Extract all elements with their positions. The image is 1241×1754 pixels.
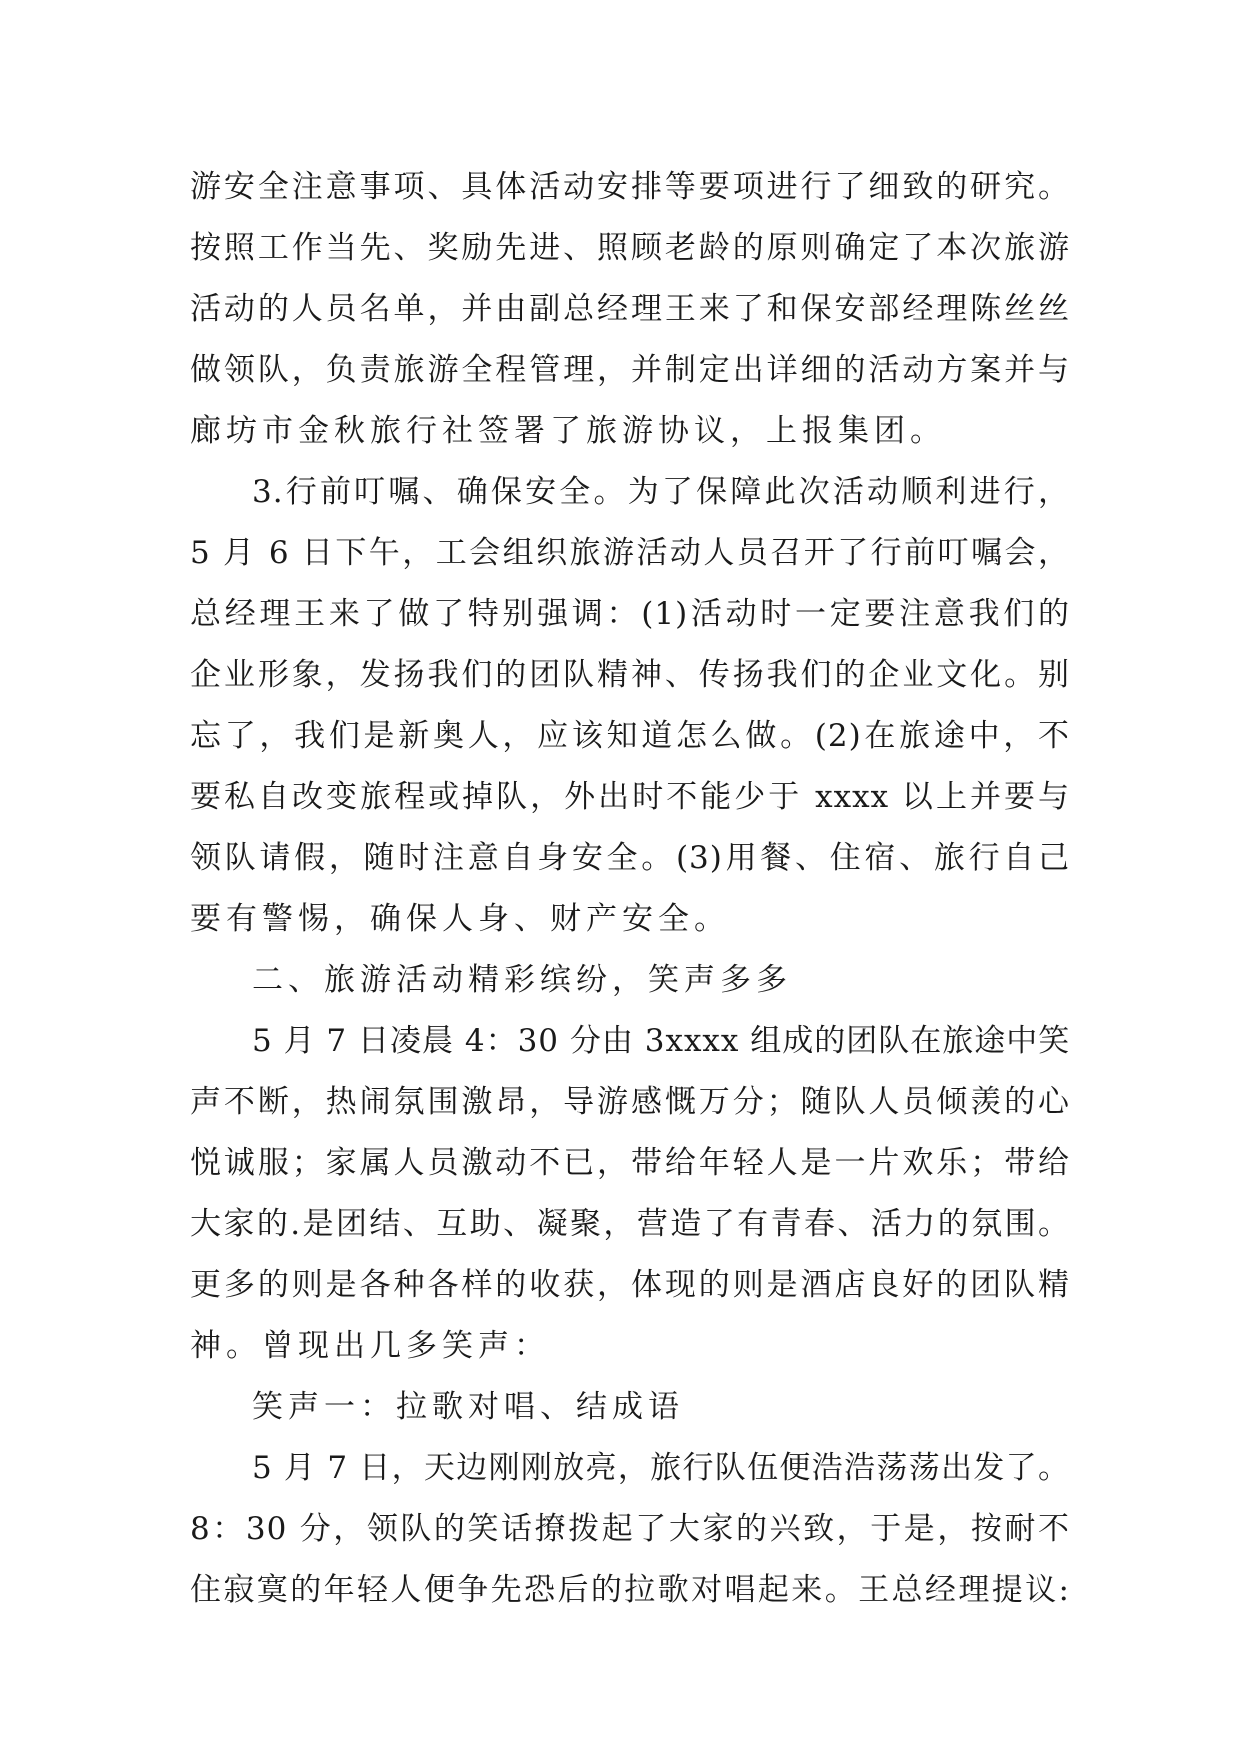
- subsection-heading: 笑声一：拉歌对唱、结成语: [252, 1389, 684, 1425]
- text-line: 神。曾现出几多笑声：: [190, 1328, 550, 1364]
- text-line: 更多的则是各种各样的收获，体现的则是酒店良好的团队精: [190, 1267, 1070, 1303]
- text-line: 按照工作当先、奖励先进、照顾老龄的原则确定了本次旅游: [190, 230, 1070, 266]
- text-line: 5 月 7 日，天边刚刚放亮，旅行队伍便浩浩荡荡出发了。: [252, 1450, 1070, 1486]
- text-line: 企业形象，发扬我们的团队精神、传扬我们的企业文化。别: [190, 657, 1070, 693]
- text-line: 3.行前叮嘱、确保安全。为了保障此次活动顺利进行，: [252, 474, 1070, 510]
- text-line: 大家的.是团结、互助、凝聚，营造了有青春、活力的氛围。: [190, 1206, 1070, 1242]
- text-line: 活动的人员名单，并由副总经理王来了和保安部经理陈丝丝: [190, 291, 1070, 327]
- text-line: 游安全注意事项、具体活动安排等要项进行了细致的研究。: [190, 169, 1070, 205]
- text-line: 悦诚服；家属人员激动不已，带给年轻人是一片欢乐；带给: [190, 1145, 1070, 1181]
- text-line: 忘了，我们是新奥人，应该知道怎么做。(2)在旅途中，不: [190, 718, 1070, 754]
- text-line: 做领队，负责旅游全程管理，并制定出详细的活动方案并与: [190, 352, 1070, 388]
- document-body: [190, 157, 1070, 1621]
- text-line: 住寂寞的年轻人便争先恐后的拉歌对唱起来。王总经理提议:: [190, 1572, 1070, 1608]
- text-line: 8：30 分，领队的笑话撩拨起了大家的兴致，于是，按耐不: [190, 1511, 1070, 1547]
- text-line: 总经理王来了做了特别强调：(1)活动时一定要注意我们的: [190, 596, 1070, 632]
- section-heading: 二、旅游活动精彩缤纷，笑声多多: [252, 962, 792, 998]
- text-line: 领队请假，随时注意自身安全。(3)用餐、住宿、旅行自己: [190, 840, 1070, 876]
- text-line: 声不断，热闹氛围激昂，导游感慨万分；随队人员倾羡的心: [190, 1084, 1070, 1120]
- text-line: 廊坊市金秋旅行社签署了旅游协议，上报集团。: [190, 413, 946, 449]
- text-line: 5 月 7 日凌晨 4：30 分由 3xxxx 组成的团队在旅途中笑: [252, 1023, 1071, 1059]
- text-line: 要私自改变旅程或掉队，外出时不能少于 xxxx 以上并要与: [190, 779, 1070, 815]
- text-line: 5 月 6 日下午，工会组织旅游活动人员召开了行前叮嘱会，: [190, 535, 1070, 571]
- text-line: 要有警惕，确保人身、财产安全。: [190, 901, 730, 937]
